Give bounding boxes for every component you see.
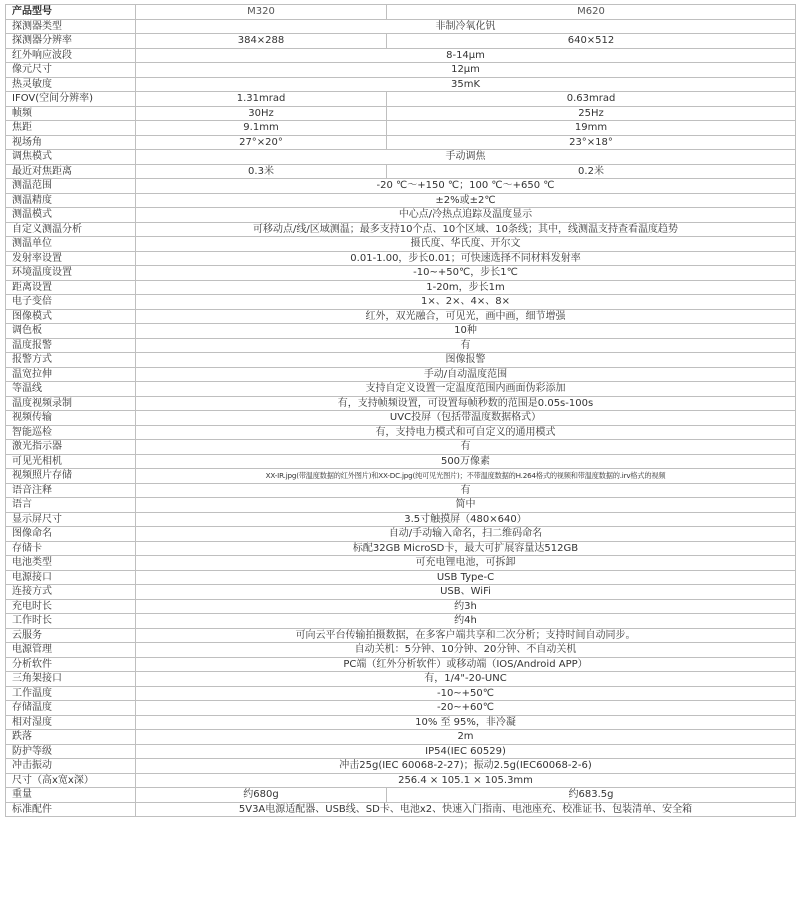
- spec-label: 温宽拉伸: [6, 367, 136, 382]
- table-row: [6, 367, 796, 382]
- spec-label: 电池类型: [6, 556, 136, 571]
- table-row: [6, 527, 796, 542]
- spec-label: 帧频: [6, 106, 136, 121]
- spec-label: 图像模式: [6, 309, 136, 324]
- spec-label: 测温模式: [6, 208, 136, 223]
- spec-value-shared: XX-IR.jpg(带温度数据的红外图片)和XX-DC.jpg(纯可见光图片)；不带温度数据的H.264格式的视频和带温度数据的.irv格式的视频: [136, 469, 796, 484]
- spec-value-shared: 约4h: [136, 614, 796, 629]
- spec-label: 温度报警: [6, 338, 136, 353]
- table-row: [6, 193, 796, 208]
- spec-label: 温度视频录制: [6, 396, 136, 411]
- table-row: [6, 556, 796, 571]
- table-row: [6, 48, 796, 63]
- spec-label: 标准配件: [6, 802, 136, 817]
- table-row: [6, 77, 796, 92]
- table-row: [6, 121, 796, 136]
- spec-label: 调色板: [6, 324, 136, 339]
- spec-label: 最近对焦距离: [6, 164, 136, 179]
- table-row: [6, 614, 796, 629]
- spec-label: 防护等级: [6, 744, 136, 759]
- spec-label: 分析软件: [6, 657, 136, 672]
- table-row: [6, 237, 796, 252]
- spec-value-m620: 0.2米: [387, 164, 796, 179]
- spec-value-shared: 3.5寸触摸屏（480×640）: [136, 512, 796, 527]
- spec-value-shared: 支持自定义设置一定温度范围内画面伪彩添加: [136, 382, 796, 397]
- spec-value-shared: 8-14μm: [136, 48, 796, 63]
- spec-value-shared: -10~+50℃: [136, 686, 796, 701]
- spec-label: 存储温度: [6, 701, 136, 716]
- spec-value-shared: UVC投屏（包括带温度数据格式）: [136, 411, 796, 426]
- table-row: [6, 382, 796, 397]
- table-row: [6, 164, 796, 179]
- spec-label: 测温范围: [6, 179, 136, 194]
- spec-value-m620: 19mm: [387, 121, 796, 136]
- table-row: [6, 585, 796, 600]
- spec-value-shared: 有: [136, 440, 796, 455]
- spec-value-shared: -20 ℃～+150 ℃；100 ℃～+650 ℃: [136, 179, 796, 194]
- spec-label: 焦距: [6, 121, 136, 136]
- spec-label: 云服务: [6, 628, 136, 643]
- spec-value-shared: 摄氏度、华氏度、开尔文: [136, 237, 796, 252]
- spec-label: 测温精度: [6, 193, 136, 208]
- spec-value-m320: 0.3米: [136, 164, 387, 179]
- spec-value-shared: 有，1/4"-20-UNC: [136, 672, 796, 687]
- table-row: [6, 295, 796, 310]
- table-row: [6, 63, 796, 78]
- spec-label: 电源接口: [6, 570, 136, 585]
- spec-value-shared: 1-20m，步长1m: [136, 280, 796, 295]
- spec-value-m620: 23°×18°: [387, 135, 796, 150]
- spec-table-body: [6, 5, 796, 817]
- spec-label: 充电时长: [6, 599, 136, 614]
- spec-value-shared: 标配32GB MicroSD卡，最大可扩展容量达512GB: [136, 541, 796, 556]
- table-row: [6, 686, 796, 701]
- spec-label: 工作时长: [6, 614, 136, 629]
- spec-value-shared: ±2%或±2℃: [136, 193, 796, 208]
- spec-label: 冲击振动: [6, 759, 136, 774]
- table-header-row: [6, 5, 796, 20]
- spec-value-m620: 0.63mrad: [387, 92, 796, 107]
- spec-value-m620: 25Hz: [387, 106, 796, 121]
- table-row: [6, 179, 796, 194]
- spec-value-shared: 手动调焦: [136, 150, 796, 165]
- table-row: [6, 92, 796, 107]
- spec-label: 热灵敏度: [6, 77, 136, 92]
- spec-label: 智能巡检: [6, 425, 136, 440]
- table-row: [6, 309, 796, 324]
- spec-value-shared: 有: [136, 338, 796, 353]
- spec-value-shared: 冲击25g(IEC 60068-2-27)；振动2.5g(IEC60068-2-6): [136, 759, 796, 774]
- spec-label: 工作温度: [6, 686, 136, 701]
- table-row: [6, 34, 796, 49]
- spec-value-shared: 约3h: [136, 599, 796, 614]
- table-row: [6, 802, 796, 817]
- spec-value-shared: 35mK: [136, 77, 796, 92]
- spec-value-shared: 自动关机：5分钟、10分钟、20分钟、不自动关机: [136, 643, 796, 658]
- spec-value-shared: 自动/手动输入命名，扫二维码命名: [136, 527, 796, 542]
- spec-value-m320: 27°×20°: [136, 135, 387, 150]
- spec-value-shared: USB、WiFi: [136, 585, 796, 600]
- spec-value-shared: 256.4 × 105.1 × 105.3mm: [136, 773, 796, 788]
- spec-label: 调焦模式: [6, 150, 136, 165]
- spec-label: 报警方式: [6, 353, 136, 368]
- spec-value-shared: 可充电锂电池，可拆卸: [136, 556, 796, 571]
- spec-label: 存储卡: [6, 541, 136, 556]
- table-row: [6, 773, 796, 788]
- spec-value-shared: 1×、2×、4×、8×: [136, 295, 796, 310]
- spec-value-shared: 2m: [136, 730, 796, 745]
- spec-label: 探测器分辨率: [6, 34, 136, 49]
- table-row: [6, 353, 796, 368]
- table-row: [6, 150, 796, 165]
- spec-label: 图像命名: [6, 527, 136, 542]
- spec-value-shared: 10种: [136, 324, 796, 339]
- spec-label: 像元尺寸: [6, 63, 136, 78]
- table-row: [6, 570, 796, 585]
- spec-label: 距离设置: [6, 280, 136, 295]
- spec-value-m320: 约680g: [136, 788, 387, 803]
- spec-label: 尺寸（高x宽x深）: [6, 773, 136, 788]
- spec-value-shared: 500万像素: [136, 454, 796, 469]
- spec-label: 视场角: [6, 135, 136, 150]
- spec-label: 可见光相机: [6, 454, 136, 469]
- table-row: [6, 222, 796, 237]
- spec-value-shared: 红外，双光融合，可见光，画中画，细节增强: [136, 309, 796, 324]
- spec-value-shared: 0.01-1.00，步长0.01；可快速选择不同材料发射率: [136, 251, 796, 266]
- spec-value-shared: 12μm: [136, 63, 796, 78]
- spec-value-shared: PC端（红外分析软件）或移动端（IOS/Android APP）: [136, 657, 796, 672]
- spec-label: 探测器类型: [6, 19, 136, 34]
- spec-label: 测温单位: [6, 237, 136, 252]
- table-row: [6, 672, 796, 687]
- spec-value-shared: 5V3A电源适配器、USB线、SD卡、电池x2、快速入门指南、电池座充、校准证书、包装清单、安全箱: [136, 802, 796, 817]
- table-row: [6, 498, 796, 513]
- table-row: [6, 599, 796, 614]
- spec-label: 语音注释: [6, 483, 136, 498]
- spec-label: 电子变倍: [6, 295, 136, 310]
- table-row: [6, 396, 796, 411]
- table-row: [6, 106, 796, 121]
- spec-value-m320: 1.31mrad: [136, 92, 387, 107]
- table-row: [6, 715, 796, 730]
- spec-value-shared: 简中: [136, 498, 796, 513]
- table-row: [6, 744, 796, 759]
- header-model-m620: M620: [387, 5, 796, 20]
- table-row: [6, 701, 796, 716]
- spec-value-shared: 手动/自动温度范围: [136, 367, 796, 382]
- spec-label: 跌落: [6, 730, 136, 745]
- table-row: [6, 425, 796, 440]
- table-row: [6, 411, 796, 426]
- spec-label: 环境温度设置: [6, 266, 136, 281]
- spec-label: 发射率设置: [6, 251, 136, 266]
- table-row: [6, 19, 796, 34]
- table-row: [6, 208, 796, 223]
- table-row: [6, 643, 796, 658]
- spec-value-shared: 可向云平台传输拍摄数据，在多客户端共享和二次分析；支持时间自动同步。: [136, 628, 796, 643]
- spec-value-shared: 非制冷氧化钒: [136, 19, 796, 34]
- table-row: [6, 251, 796, 266]
- table-row: [6, 788, 796, 803]
- spec-label: 电源管理: [6, 643, 136, 658]
- spec-table: [5, 4, 796, 817]
- table-row: [6, 135, 796, 150]
- table-row: [6, 469, 796, 484]
- table-row: [6, 483, 796, 498]
- spec-label: IFOV(空间分辨率): [6, 92, 136, 107]
- spec-label: 连接方式: [6, 585, 136, 600]
- spec-value-shared: 有: [136, 483, 796, 498]
- table-row: [6, 759, 796, 774]
- table-row: [6, 338, 796, 353]
- table-row: [6, 512, 796, 527]
- header-model-m320: M320: [136, 5, 387, 20]
- spec-label: 等温线: [6, 382, 136, 397]
- spec-value-m620: 约683.5g: [387, 788, 796, 803]
- spec-value-shared: USB Type-C: [136, 570, 796, 585]
- spec-label: 视频传输: [6, 411, 136, 426]
- spec-value-m320: 9.1mm: [136, 121, 387, 136]
- spec-label: 三角架接口: [6, 672, 136, 687]
- spec-label: 显示屏尺寸: [6, 512, 136, 527]
- table-row: [6, 454, 796, 469]
- spec-label: 语言: [6, 498, 136, 513]
- table-row: [6, 280, 796, 295]
- spec-label: 自定义测温分析: [6, 222, 136, 237]
- spec-label: 重量: [6, 788, 136, 803]
- table-row: [6, 266, 796, 281]
- spec-value-shared: 中心点/冷热点追踪及温度显示: [136, 208, 796, 223]
- spec-value-shared: 10% 至 95%，非冷凝: [136, 715, 796, 730]
- spec-value-shared: 图像报警: [136, 353, 796, 368]
- spec-value-shared: 有，支持帧频设置，可设置每帧秒数的范围是0.05s-100s: [136, 396, 796, 411]
- spec-label: 视频照片存储: [6, 469, 136, 484]
- spec-label: 激光指示器: [6, 440, 136, 455]
- spec-value-m620: 640×512: [387, 34, 796, 49]
- spec-value-shared: IP54(IEC 60529): [136, 744, 796, 759]
- table-row: [6, 657, 796, 672]
- spec-label: 红外响应波段: [6, 48, 136, 63]
- table-row: [6, 628, 796, 643]
- spec-value-shared: -20~+60℃: [136, 701, 796, 716]
- header-label: 产品型号: [6, 5, 136, 20]
- spec-value-m320: 384×288: [136, 34, 387, 49]
- table-row: [6, 440, 796, 455]
- spec-value-m320: 30Hz: [136, 106, 387, 121]
- spec-label: 相对湿度: [6, 715, 136, 730]
- spec-value-shared: 有，支持电力模式和可自定义的通用模式: [136, 425, 796, 440]
- table-row: [6, 541, 796, 556]
- table-row: [6, 730, 796, 745]
- table-row: [6, 324, 796, 339]
- spec-value-shared: -10~+50℃，步长1℃: [136, 266, 796, 281]
- spec-value-shared: 可移动点/线/区域测温；最多支持10个点、10个区域、10条线；其中，线测温支持查看温度趋势: [136, 222, 796, 237]
